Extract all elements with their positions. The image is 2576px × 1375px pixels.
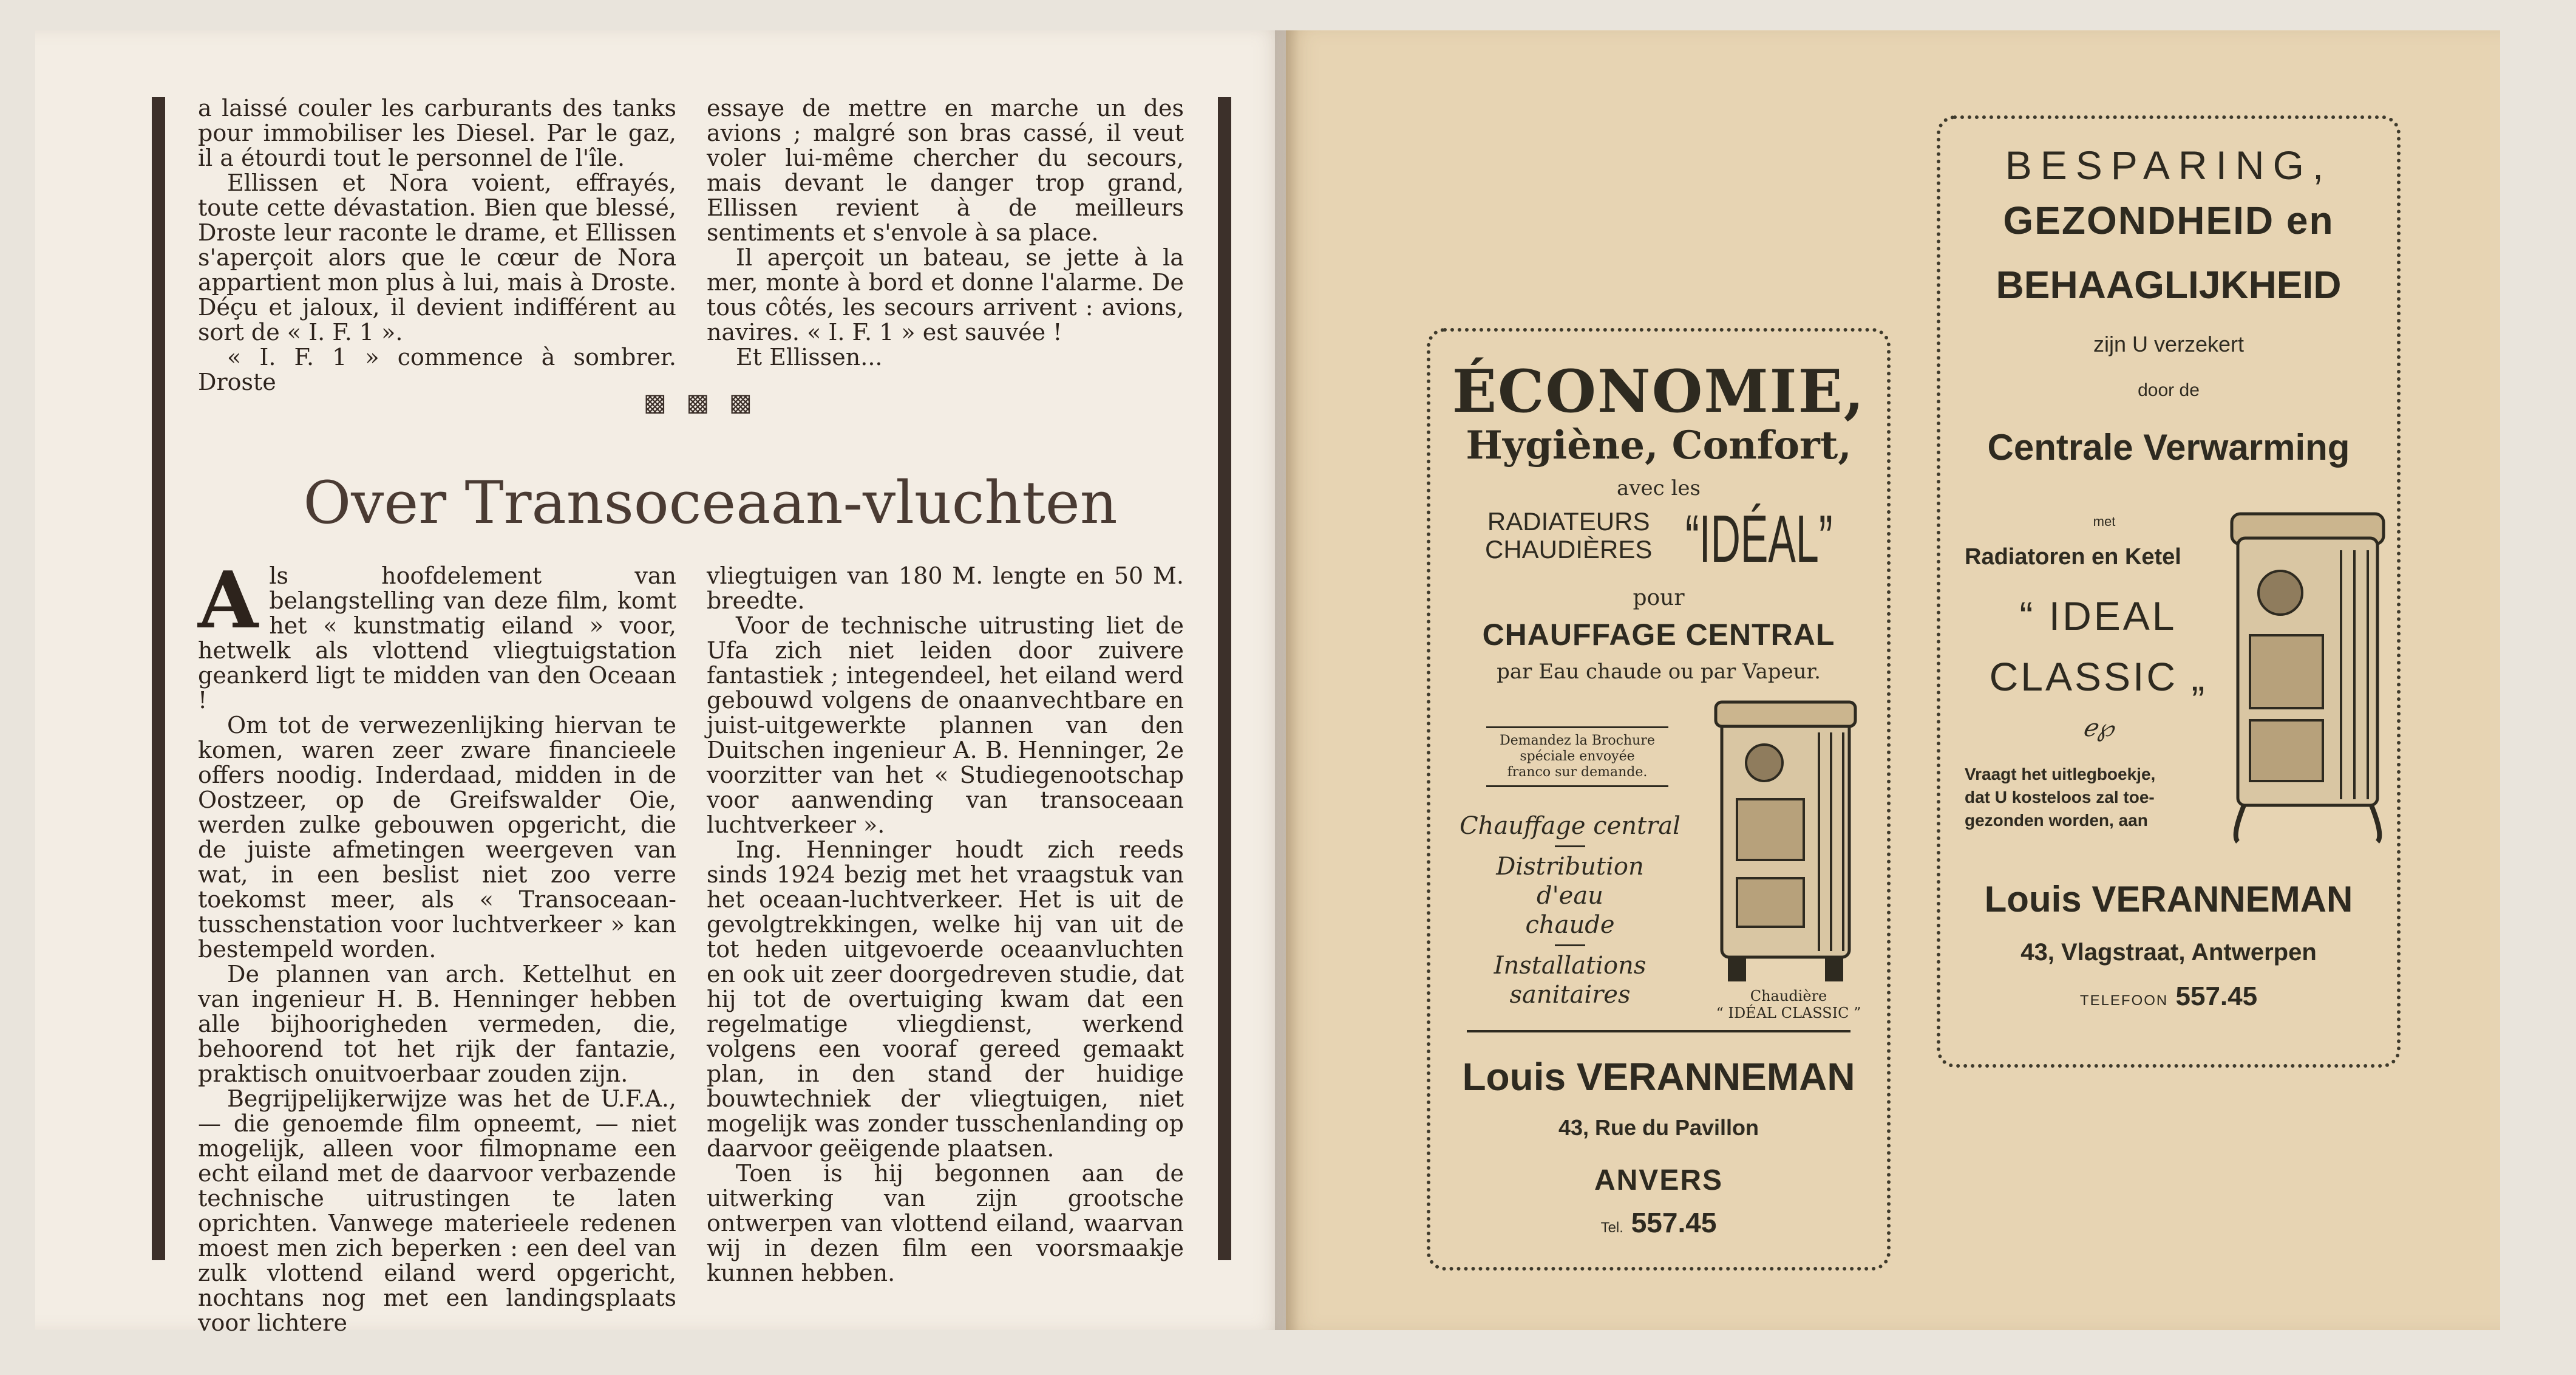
paragraph: « I. F. 1 » commence à sombrer. Droste xyxy=(198,344,676,395)
ad-subheadline: GEZONDHEID en xyxy=(2003,199,2334,242)
ad-text: TELEFOON xyxy=(2079,992,2169,1009)
ad-headline: BESPARING, xyxy=(2005,143,2333,188)
ad-text: gezonden worden, aan xyxy=(1965,811,2148,830)
section-ornament: ▩ ▩ ▩ xyxy=(644,389,758,417)
ad-brand-ideal: “IDÉAL” xyxy=(1685,502,1833,576)
drop-cap: A xyxy=(198,555,259,646)
ad-central-heating: Centrale Verwarming xyxy=(1987,427,2350,468)
ad-text: BEHAAGLIJKHEID xyxy=(1996,263,2342,307)
ad-text: franco sur demande. xyxy=(1507,765,1648,780)
paragraph: Toen is hij begonnen aan de uitwerking van zijn grootsche ontwerpen van vlottend eiland, waarvan wij in dezen film een voorsmaakje kunnen hebben. xyxy=(707,1160,1184,1286)
ad-text: dat U kosteloos zal toe- xyxy=(1965,788,2155,807)
left-column-top xyxy=(198,96,676,395)
ad-city: ANVERS xyxy=(1594,1164,1724,1196)
ad-text: RADIATEURS xyxy=(1487,507,1650,536)
ad-flourish: ℯ℘ xyxy=(2082,715,2114,742)
advertisement-dutch xyxy=(1937,115,2401,1068)
article-heading: Over Transoceaan-vluchten xyxy=(303,469,1118,537)
ad-divider xyxy=(1467,1030,1850,1032)
paragraph: ls hoofdelement van belangstelling van deze film, komt het « kunstmatig eiland » voor, hetwelk als vlottend vliegtuigstation geankerd ligt te midden van den Oceaan ! xyxy=(198,562,676,714)
ad-brochure-box xyxy=(1486,726,1668,787)
paragraph: Ellissen et Nora voient, effrayés, toute cette dévastation. Bien que blessé, Droste leur raconte le drame, et Ellissen s'aperçoit alors que le cœur de Nora appartient mon plus à lui, mais à Droste. Déçu et jaloux, il devient indifférent au sort de « I. F. 1 ». xyxy=(198,169,676,346)
ad-text: Demandez la Brochure xyxy=(1500,733,1655,748)
right-column-top xyxy=(707,96,1184,370)
ad-phone-number: 557.45 xyxy=(1631,1207,1717,1238)
ad-phone-number: 557.45 xyxy=(2175,981,2258,1011)
ad-brand-classic: CLASSIC „ xyxy=(1989,654,2207,699)
ad-text: spéciale envoyée xyxy=(1520,749,1635,764)
ad-text: zijn U verzekert xyxy=(2093,332,2245,357)
ad-chauffage: CHAUFFAGE CENTRAL xyxy=(1482,618,1835,652)
boiler-illustration-icon xyxy=(1710,696,1861,988)
ad-text: met xyxy=(2093,514,2116,529)
ad-request-text xyxy=(1965,763,2232,832)
paragraph: essaye de mettre en marche un des avions ; malgré son bras cassé, il veut voler lui-même chercher du secours, mais devant le danger trop grand, Ellissen revient à de meilleurs sentiments et s'envole à sa place. xyxy=(707,95,1184,246)
ad-text: pour xyxy=(1633,585,1685,610)
ad-address: 43, Vlagstraat, Antwerpen xyxy=(2020,939,2317,966)
ad-phone xyxy=(1940,981,2397,1012)
ad-services xyxy=(1455,811,1685,1009)
ad-headline: ÉCONOMIE, xyxy=(1452,357,1866,426)
ad-text: Vraagt het uitlegboekje, xyxy=(1965,765,2156,783)
ad-company-name: Louis VERANNEMAN xyxy=(1462,1055,1855,1099)
left-column-bottom xyxy=(198,555,676,1336)
gutter-shadow xyxy=(1275,30,1299,1330)
ad-subheadline: Hygiène, Confort, xyxy=(1466,423,1852,468)
right-column-bottom xyxy=(707,564,1184,1286)
ad-service: Chauffage central xyxy=(1460,812,1681,840)
ad-text: Radiatoren en Ketel xyxy=(1965,544,2181,570)
ad-text: par Eau chaude ou par Vapeur. xyxy=(1497,660,1821,684)
paragraph: Et Ellissen... xyxy=(736,344,883,370)
ad-text: avec les xyxy=(1617,476,1701,500)
ad-brand-ideal: “ IDEAL xyxy=(2019,593,2177,638)
ad-text: “ IDÉAL CLASSIC ” xyxy=(1716,1005,1861,1022)
boiler-caption xyxy=(1710,988,1867,1022)
left-vertical-rule xyxy=(152,97,165,1260)
right-vertical-rule xyxy=(1218,97,1231,1260)
ad-text: CHAUDIÈRES xyxy=(1485,535,1653,564)
paragraph: Il aperçoit un bateau, se jette à la mer, monte à bord et donne l'alarme. De tous côtés, les secours arrivent : avions, navires. « I. F. 1 » est sauvée ! xyxy=(707,244,1184,346)
paragraph: Ing. Henninger houdt zich reeds sinds 1924 bezig met het vraagstuk van het oceaan-luchtverkeer. Het is uit de gevolgtrekkingen, welke hij van uit de tot heden uitgevoerde oceaanvluchten en ook uit zeer doorgedreven studie, dat hij tot de overtuiging kwam dat een regelmatige vliegdienst, werkend volgens een vooraf gereed gemaakt plan, in den stand der huidige bouwtechniek der vliegtuigen, niet mogelijk was zonder tusschenlanding op daarvoor geëigende plaatsen. xyxy=(707,836,1184,1162)
ad-product-lines xyxy=(1485,508,1652,564)
boiler-illustration-icon xyxy=(2226,508,2390,848)
ad-text: Chaudière xyxy=(1750,988,1827,1005)
paragraph: Om tot de verwezenlijking hiervan te komen, waren zeer zware financieele offers noodig. Inderdaad, midden in de Oostzeer, op de Greifswalder Oie, werden zulke gebouwen opgericht, die de juiste afmetingen weergeven van wat, in een beslist niet zoo verre toekomst meer, als « Transoceaan-tusschenstation voor luchtverkeer » kan bestempeld worden. xyxy=(198,712,676,963)
ad-text: door de xyxy=(2138,380,2200,400)
paragraph: a laissé couler les carburants des tanks pour immobiliser les Diesel. Par le gaz, il a étourdi tout le personnel de l'île. xyxy=(198,95,676,171)
ad-service: Installations sanitaires xyxy=(1494,952,1647,1009)
paragraph: Begrijpelijkerwijze was het de U.F.A., — die genoemde film opneemt, — niet mogelijk, alleen voor filmopname een echt eiland met de daarvoor verbazende technische uitrustingen te laten oprichten. Vanwege materieele redenen moest men zich beperken : een deel van zulk vlottend eiland werd opgericht, nochtans nog met een landingsplaats voor lichtere xyxy=(198,1085,676,1336)
ad-text: Tel. xyxy=(1600,1220,1623,1236)
ad-company-name: Louis VERANNEMAN xyxy=(1984,879,2353,920)
paragraph: Voor de technische uitrusting liet de Ufa zich niet leiden door zuivere fantastiek ; integendeel, het eiland werd gebouwd volgens de onaanvechtbare en juist-uitgewerkte plannen van den Duitschen ingenieur A. B. Henninger, 2e voorzitter van het « Studiegenootschap voor aanwending van transoceaan luchtverkeer ». xyxy=(707,612,1184,838)
ad-service: Distribution d'eau chaude xyxy=(1496,853,1644,939)
ad-phone xyxy=(1430,1206,1887,1239)
advertisement-french xyxy=(1427,328,1891,1271)
ad-address: 43, Rue du Pavillon xyxy=(1558,1115,1759,1140)
paragraph: vliegtuigen van 180 M. lengte en 50 M. breedte. xyxy=(707,562,1184,614)
paragraph: De plannen van arch. Kettelhut en van ingenieur H. B. Henninger hebben alle bijhoorigheden vermeden, die, behoorend tot het rijk der fantazie, praktisch onuitvoerbaar zouden zijn. xyxy=(198,961,676,1087)
